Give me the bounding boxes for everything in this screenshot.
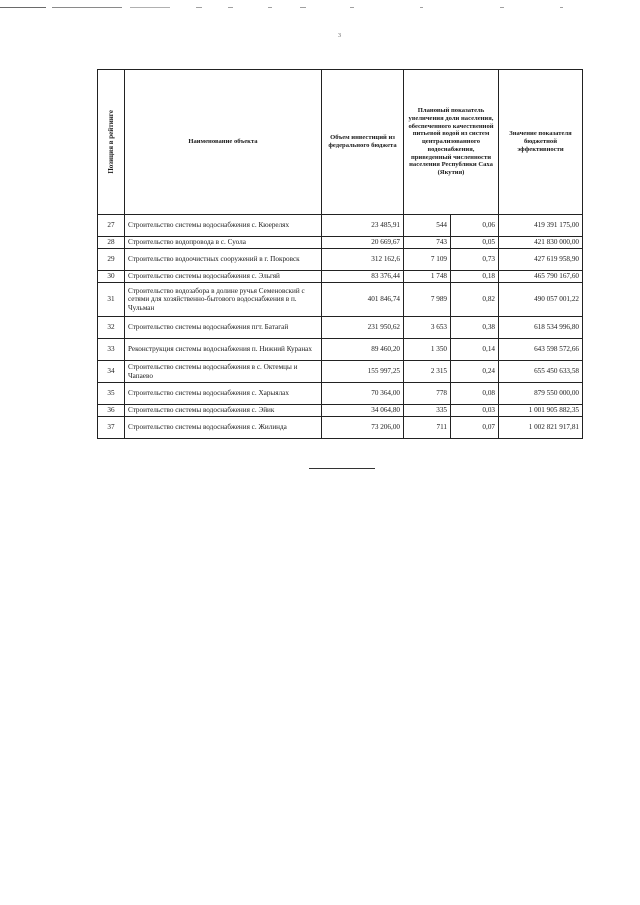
cell-efficiency: 490 057 001,22 [499, 283, 583, 317]
cell-budget: 312 162,6 [322, 249, 404, 271]
table-row [98, 361, 583, 383]
cell-position: 33 [98, 339, 125, 361]
cell-position: 30 [98, 271, 125, 283]
cell-share: 0,08 [451, 383, 499, 405]
cell-position: 32 [98, 317, 125, 339]
header-position [98, 70, 125, 215]
header-name: Наименование объекта [125, 70, 322, 215]
cell-position: 37 [98, 417, 125, 439]
cell-position: 29 [98, 249, 125, 271]
cell-name: Строительство системы водоснабжения пгт. Батагай [125, 317, 322, 339]
cell-name: Строительство системы водоснабжения с. Харыялах [125, 383, 322, 405]
cell-position: 35 [98, 383, 125, 405]
cell-budget: 155 997,25 [322, 361, 404, 383]
cell-share: 0,82 [451, 283, 499, 317]
header-efficiency: Значение показателя бюджетной эффективности [499, 70, 583, 215]
cell-people: 2 315 [404, 361, 451, 383]
cell-people: 544 [404, 215, 451, 237]
table-row [98, 215, 583, 237]
cell-budget: 34 064,80 [322, 405, 404, 417]
cell-name: Строительство системы водоснабжения с. Жилинда [125, 417, 322, 439]
cell-share: 0,05 [451, 237, 499, 249]
cell-people: 7 989 [404, 283, 451, 317]
cell-name: Строительство системы водоснабжения с. Кюерелях [125, 215, 322, 237]
table-row [98, 317, 583, 339]
end-rule-divider [309, 468, 375, 469]
cell-budget: 231 950,62 [322, 317, 404, 339]
table-row [98, 383, 583, 405]
cell-share: 0,38 [451, 317, 499, 339]
cell-efficiency: 643 598 572,66 [499, 339, 583, 361]
table-header-row [98, 70, 583, 215]
table-row [98, 417, 583, 439]
cell-people: 1 350 [404, 339, 451, 361]
cell-efficiency: 1 002 821 917,81 [499, 417, 583, 439]
cell-share: 0,03 [451, 405, 499, 417]
cell-name: Реконструкция системы водоснабжения п. Нижний Куранах [125, 339, 322, 361]
cell-people: 1 748 [404, 271, 451, 283]
cell-name: Строительство водоочистных сооружений в г. Покровск [125, 249, 322, 271]
cell-budget: 73 206,00 [322, 417, 404, 439]
investment-table [97, 69, 583, 439]
cell-people: 335 [404, 405, 451, 417]
table-row [98, 405, 583, 417]
cell-people: 711 [404, 417, 451, 439]
cell-share: 0,18 [451, 271, 499, 283]
cell-efficiency: 465 790 167,60 [499, 271, 583, 283]
table-row [98, 339, 583, 361]
cell-efficiency: 419 391 175,00 [499, 215, 583, 237]
cell-name: Строительство водопровода в с. Суола [125, 237, 322, 249]
cell-efficiency: 421 830 000,00 [499, 237, 583, 249]
cell-name: Строительство системы водоснабжения с. Эльгяй [125, 271, 322, 283]
cell-position: 27 [98, 215, 125, 237]
cell-position: 34 [98, 361, 125, 383]
cell-efficiency: 655 450 633,58 [499, 361, 583, 383]
cell-share: 0,06 [451, 215, 499, 237]
cell-people: 743 [404, 237, 451, 249]
cell-efficiency: 427 619 958,90 [499, 249, 583, 271]
page-number: 3 [338, 33, 341, 39]
cell-people: 7 109 [404, 249, 451, 271]
cell-share: 0,24 [451, 361, 499, 383]
table-row [98, 283, 583, 317]
cell-name: Строительство водозабора в долине ручья Семеновский с сетями для хозяйственно-бытового водоснабжения в п. Чульман [125, 283, 322, 317]
cell-budget: 83 376,44 [322, 271, 404, 283]
cell-name: Строительство системы водоснабжения в с. Октемцы и Чапаево [125, 361, 322, 383]
cell-efficiency: 879 550 000,00 [499, 383, 583, 405]
cell-share: 0,73 [451, 249, 499, 271]
cell-budget: 20 669,67 [322, 237, 404, 249]
table-row [98, 237, 583, 249]
table-row [98, 271, 583, 283]
scan-artifact-line [0, 7, 640, 9]
header-position-label: Позиция в рейтинге [106, 110, 115, 174]
cell-efficiency: 618 534 996,80 [499, 317, 583, 339]
header-budget: Объем инвестиций из федерального бюджета [322, 70, 404, 215]
cell-share: 0,07 [451, 417, 499, 439]
cell-people: 3 653 [404, 317, 451, 339]
cell-budget: 401 846,74 [322, 283, 404, 317]
cell-people: 778 [404, 383, 451, 405]
cell-position: 31 [98, 283, 125, 317]
cell-efficiency: 1 001 905 882,35 [499, 405, 583, 417]
cell-position: 28 [98, 237, 125, 249]
cell-share: 0,14 [451, 339, 499, 361]
cell-name: Строительство системы водоснабжения с. Эйик [125, 405, 322, 417]
table-row [98, 249, 583, 271]
header-indicator: Плановый показатель увеличения доли населения, обеспеченного качественной питьевой водой из систем централизованного водоснабжения, приведенный численности населения Республики Саха (Якутия) [404, 70, 499, 215]
cell-budget: 23 485,91 [322, 215, 404, 237]
cell-budget: 89 460,20 [322, 339, 404, 361]
cell-budget: 70 364,00 [322, 383, 404, 405]
cell-position: 36 [98, 405, 125, 417]
